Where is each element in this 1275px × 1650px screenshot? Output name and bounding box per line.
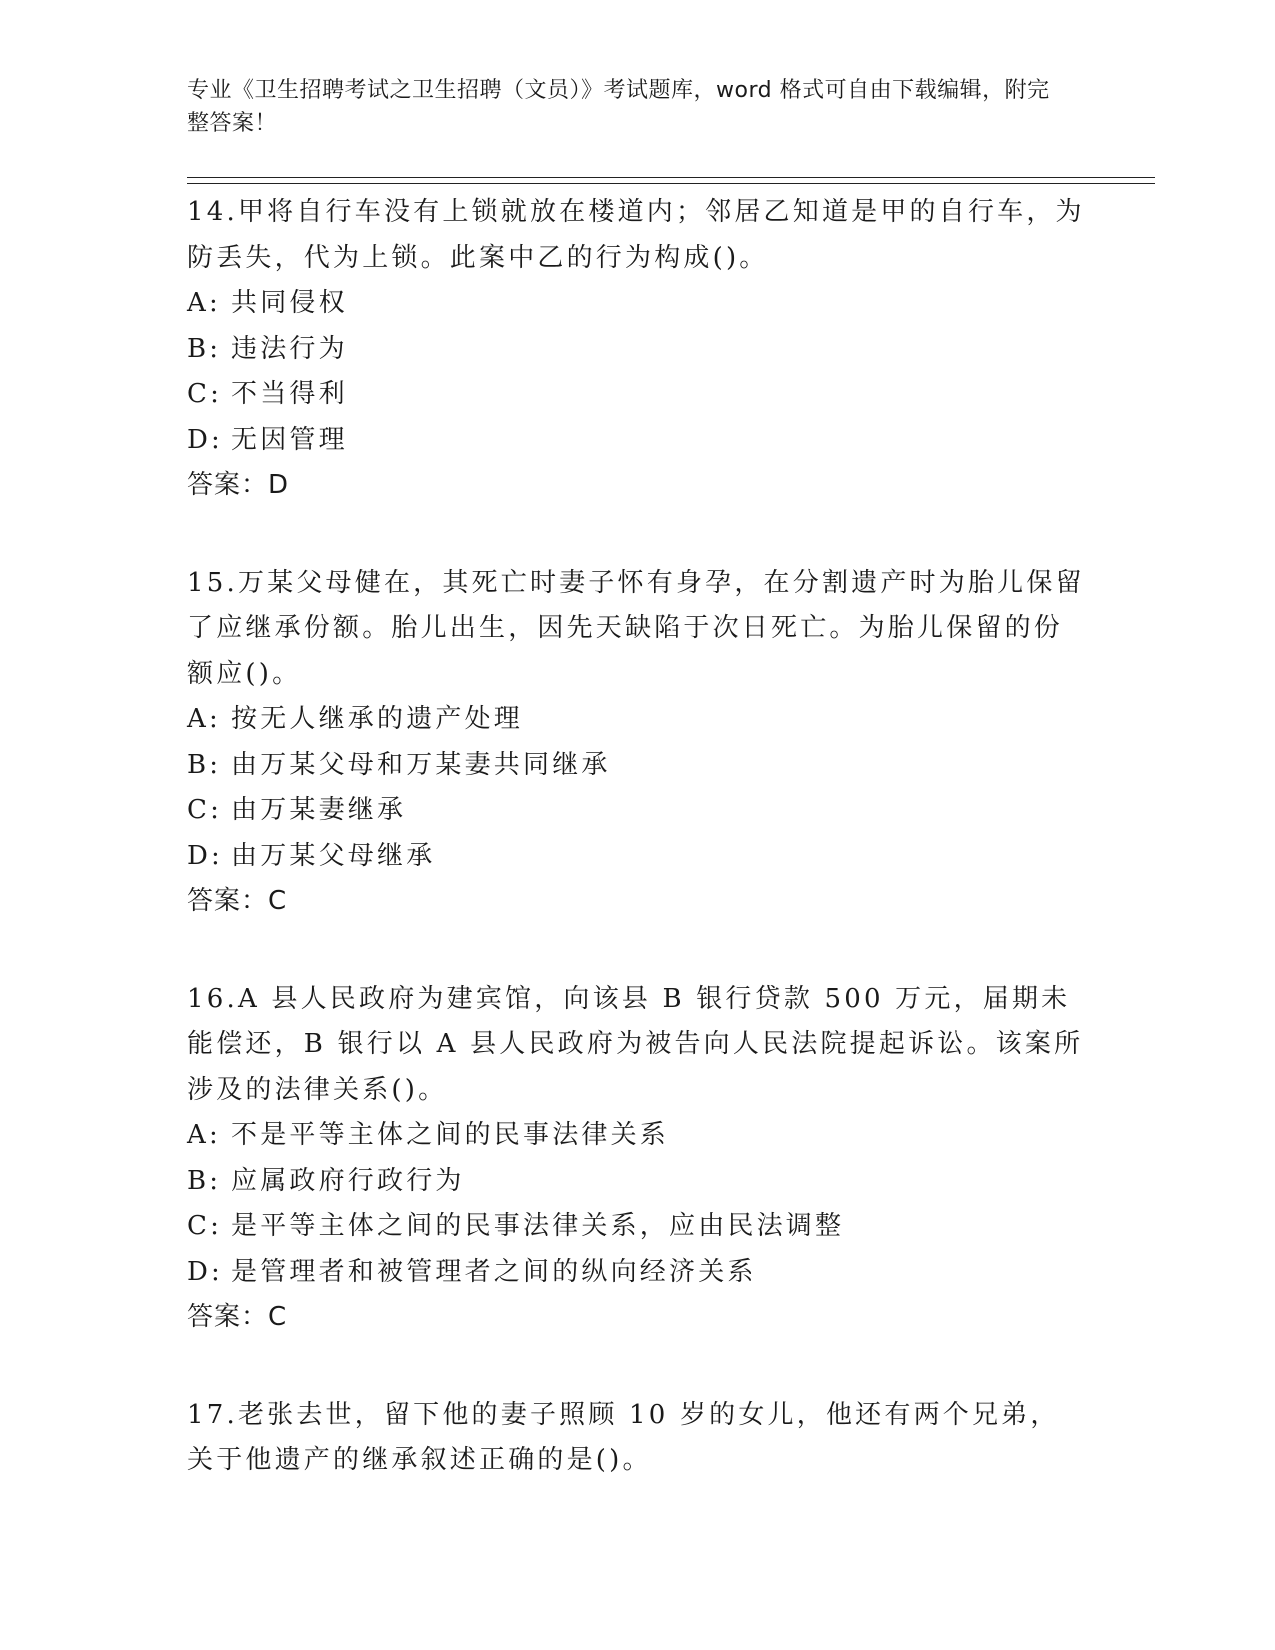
- option-c: [187, 788, 1087, 834]
- question-15: [187, 561, 1087, 925]
- answer-line: 答案：D: [187, 470, 290, 500]
- question-17: [187, 1393, 1087, 1484]
- option-text: 不当得利: [231, 379, 348, 409]
- option-b: [187, 743, 1087, 789]
- question-list: [187, 190, 1087, 1536]
- document-header: 专业《卫生招聘考试之卫生招聘（文员）》考试题库，word 格式可自由下载编辑，附完整答案！: [187, 78, 1050, 136]
- option-key: D:: [187, 840, 224, 871]
- header-rule-bottom: [187, 183, 1155, 184]
- question-stem: 16.A 县人民政府为建宾馆，向该县 B 银行贷款 500 万元，届期未能偿还，B 银行以 A 县人民政府为被告向人民法院提起诉讼。该案所涉及的法律关系()。: [187, 983, 1084, 1105]
- option-c: [187, 372, 1087, 418]
- question-stem: 14.甲将自行车没有上锁就放在楼道内；邻居乙知道是甲的自行车，为防丢失，代为上锁。此案中乙的行为构成()。: [187, 197, 1085, 273]
- option-b: [187, 327, 1087, 373]
- option-text: 应属政府行政行为: [231, 1165, 465, 1196]
- option-key: B:: [187, 333, 222, 364]
- answer-line: 答案：C: [187, 886, 288, 916]
- option-d: [187, 418, 1087, 464]
- option-a: [187, 1113, 1087, 1159]
- option-a: [187, 697, 1087, 743]
- option-key: D:: [187, 1256, 224, 1287]
- option-key: A:: [187, 1120, 221, 1150]
- header-rule-top: [187, 177, 1155, 178]
- option-text: 按无人继承的遗产处理: [231, 704, 524, 734]
- option-text: 由万某父母继承: [231, 840, 436, 871]
- option-key: D:: [187, 424, 224, 455]
- option-key: C:: [187, 1211, 223, 1241]
- option-key: B:: [187, 1165, 222, 1196]
- option-text: 无因管理: [231, 424, 348, 455]
- option-a: [187, 281, 1087, 327]
- answer-line: 答案：C: [187, 1302, 288, 1332]
- option-text: 是平等主体之间的民事法律关系，应由民法调整: [231, 1211, 845, 1241]
- question-stem: 15.万某父母健在，其死亡时妻子怀有身孕，在分割遗产时为胎儿保留了应继承份额。胎儿出生，因先天缺陷于次日死亡。为胎儿保留的份额应()。: [187, 567, 1085, 689]
- question-16: [187, 977, 1087, 1341]
- option-text: 由万某妻继承: [231, 795, 407, 825]
- question-14: [187, 190, 1087, 509]
- option-text: 由万某父母和万某妻共同继承: [231, 749, 611, 780]
- option-text: 不是平等主体之间的民事法律关系: [231, 1120, 670, 1150]
- option-key: A:: [187, 288, 221, 318]
- option-b: [187, 1159, 1087, 1205]
- option-d: [187, 1250, 1087, 1296]
- question-stem: 17.老张去世，留下他的妻子照顾 10 岁的女儿，他还有两个兄弟，关于他遗产的继承叙述正确的是()。: [187, 1399, 1060, 1475]
- option-text: 违法行为: [231, 333, 348, 364]
- option-text: 是管理者和被管理者之间的纵向经济关系: [231, 1256, 757, 1287]
- option-d: [187, 834, 1087, 880]
- option-c: [187, 1204, 1087, 1250]
- option-key: C:: [187, 379, 223, 409]
- option-text: 共同侵权: [231, 288, 348, 318]
- option-key: C:: [187, 795, 223, 825]
- option-key: A:: [187, 704, 221, 734]
- option-key: B:: [187, 749, 222, 780]
